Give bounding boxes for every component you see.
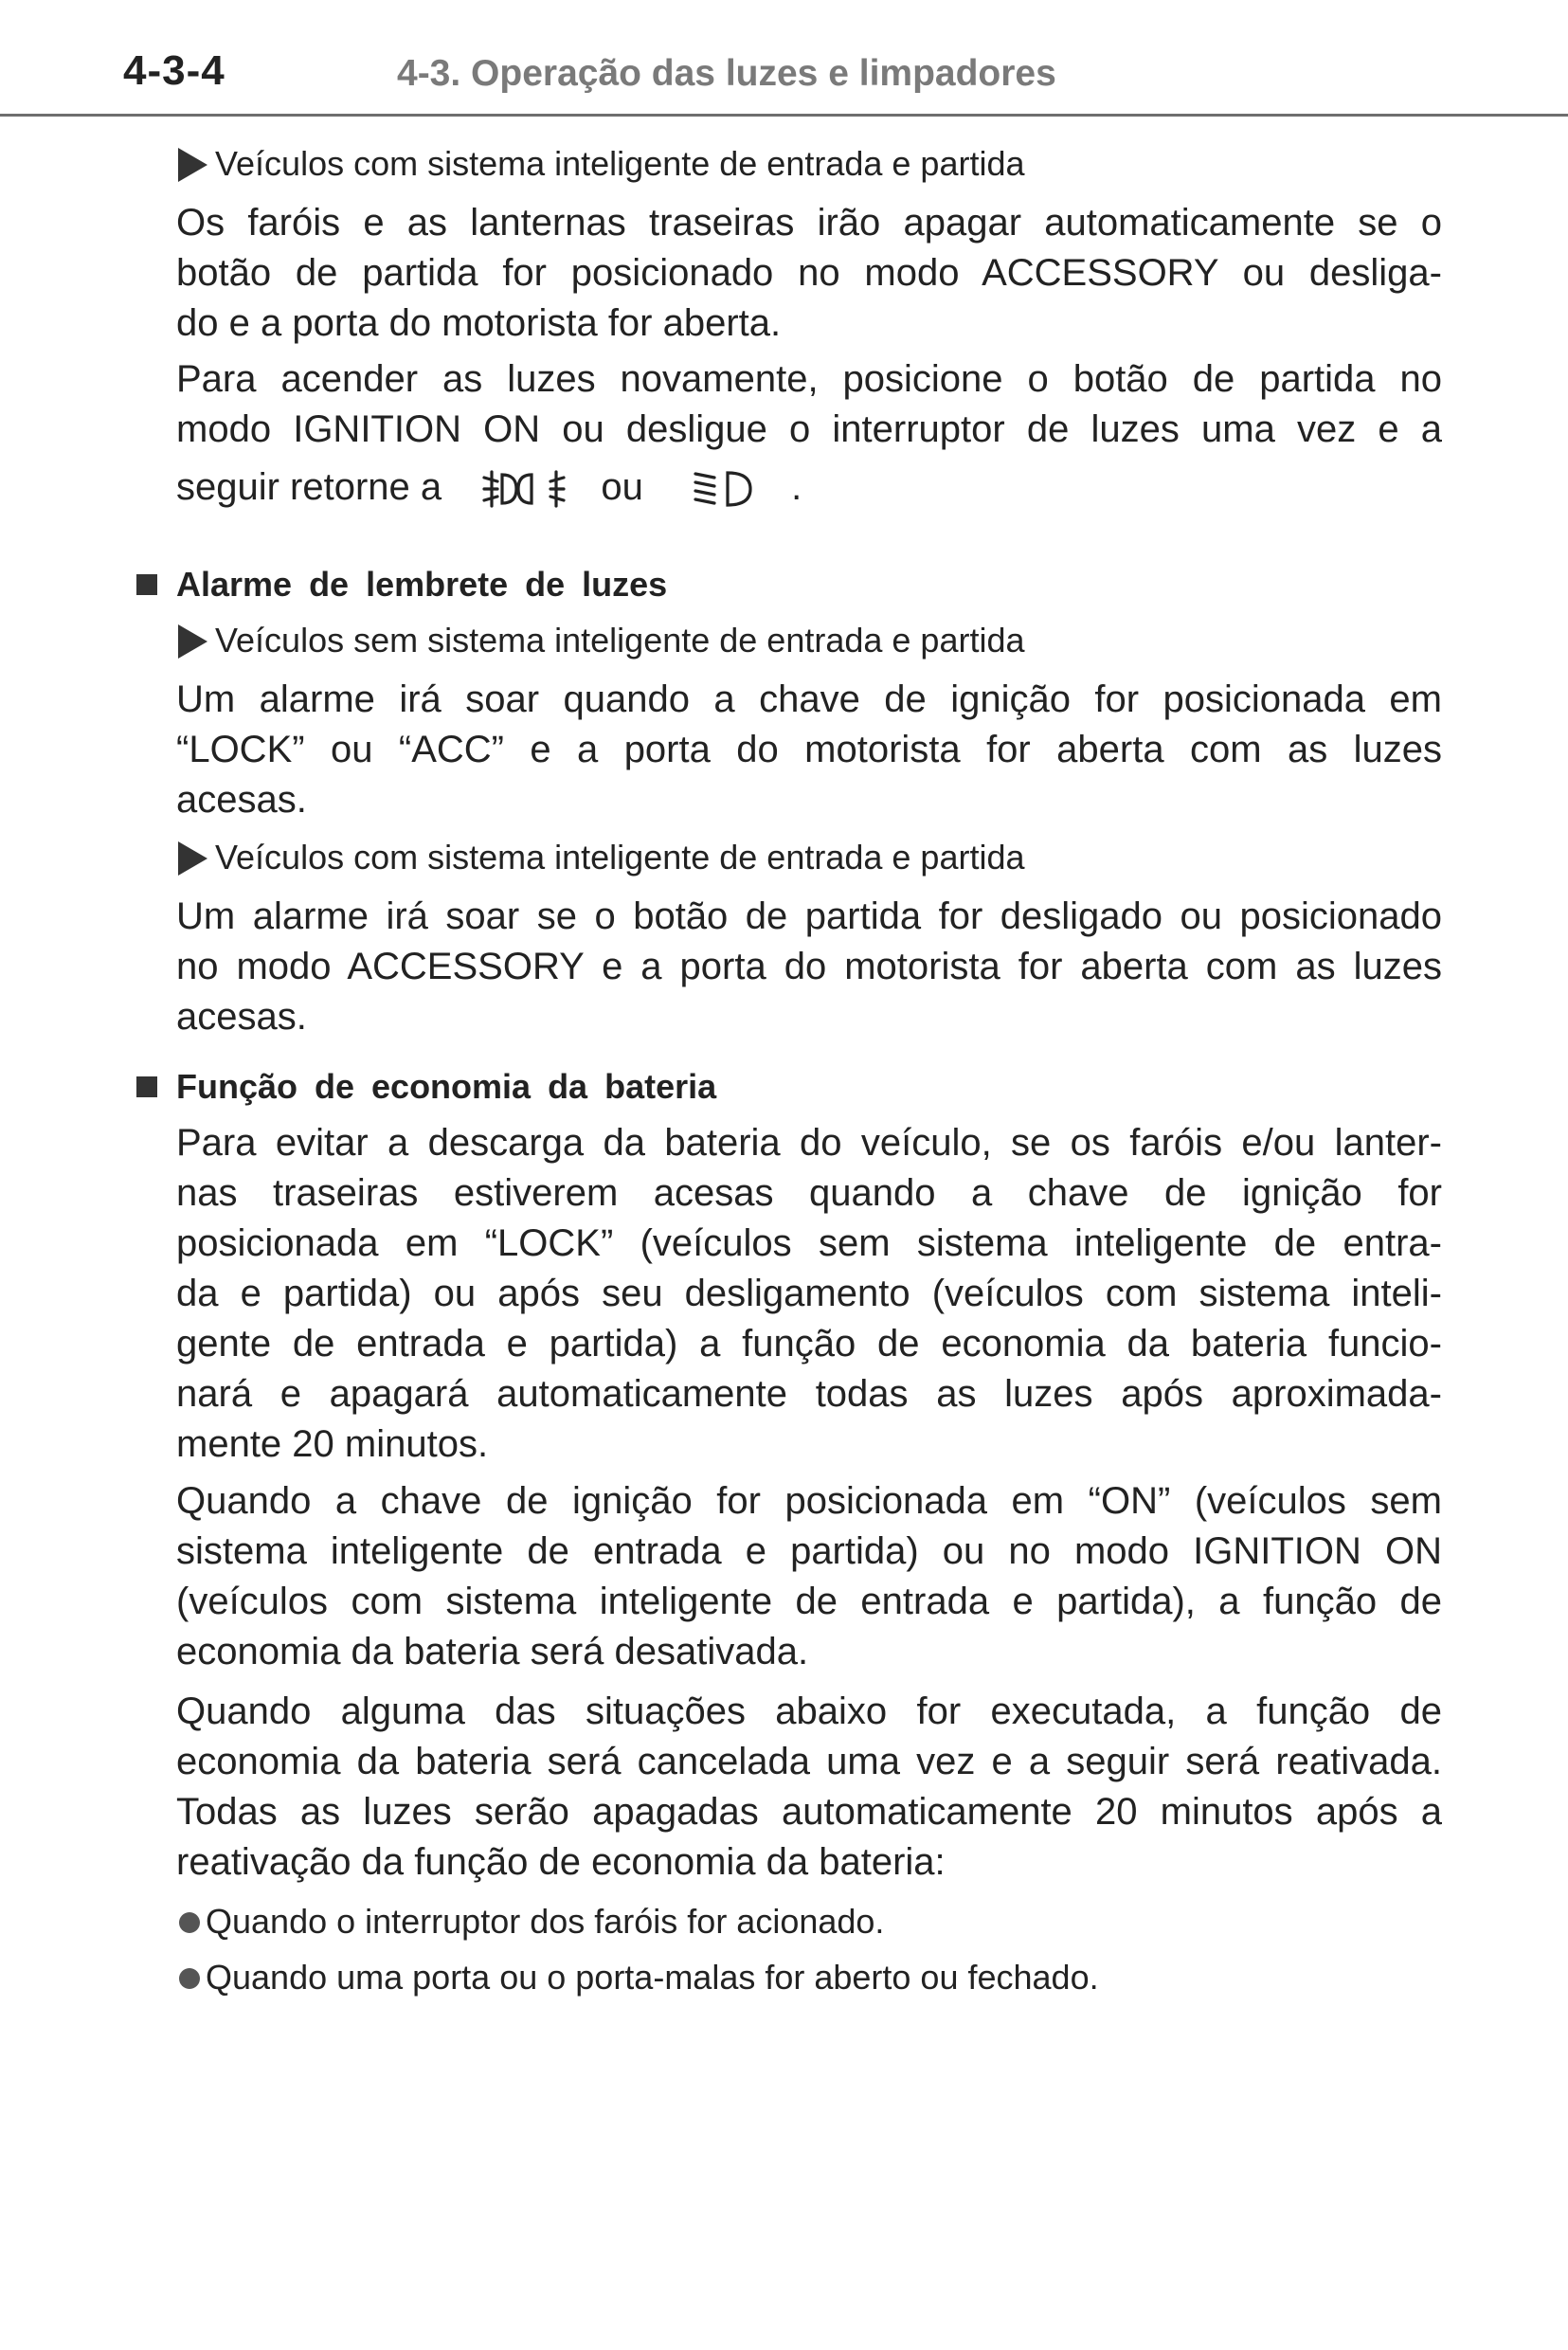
square-bullet-icon — [136, 574, 157, 595]
paragraph-turn-on-again — [176, 354, 1442, 519]
text-line: economia da bateria será desativada. — [176, 1631, 809, 1672]
text-fragment: ou — [601, 466, 643, 508]
text-fragment: seguir retorne a — [176, 466, 442, 508]
paragraph-alarm-key — [176, 675, 1442, 825]
text-line: Um alarme irá soar quando a chave de ignição for posicionada em — [176, 678, 1442, 720]
text-line: da e partida) ou após seu desligamento (veículos com sistema inteli- — [176, 1273, 1442, 1314]
list-item-text: Quando uma porta ou o porta-malas for aberto ou fechado. — [206, 1958, 1099, 1997]
text-line-with-icons — [176, 455, 1442, 519]
subheading-label: Veículos com sistema inteligente de entrada e partida — [215, 838, 1025, 877]
subheading-with-system — [178, 140, 1025, 188]
text-fragment: . — [791, 466, 802, 508]
text-line: posicionada em “LOCK” (veículos sem sistema inteligente de entra- — [176, 1222, 1442, 1264]
text-line: reativação da função de economia da bateria: — [176, 1841, 946, 1883]
text-line: do e a porta do motorista for aberta. — [176, 302, 782, 344]
text-line: Quando a chave de ignição for posicionada em “ON” (veículos sem — [176, 1480, 1442, 1522]
text-line: acesas. — [176, 779, 307, 821]
subheading-label: Veículos sem sistema inteligente de entrada e partida — [215, 621, 1025, 660]
round-bullet-icon — [179, 1968, 200, 1989]
subheading-label: Veículos com sistema inteligente de entrada e partida — [215, 144, 1025, 183]
text-line: Para acender as luzes novamente, posicione o botão de partida no — [176, 358, 1442, 400]
text-line: mente 20 minutos. — [176, 1423, 489, 1465]
text-line: modo IGNITION ON ou desligue o interruptor de luzes uma vez e a — [176, 408, 1442, 450]
round-bullet-icon — [179, 1912, 200, 1933]
text-line: gente de entrada e partida) a função de economia da bateria funcio- — [176, 1323, 1442, 1365]
paragraph-battery-saver-intro — [176, 1118, 1442, 1470]
page-number: 4-3-4 — [123, 47, 225, 94]
triangle-bullet-icon — [178, 148, 207, 182]
text-line: Para evitar a descarga da bateria do veículo, se os faróis e/ou lanter- — [176, 1122, 1442, 1164]
text-line: acesas. — [176, 996, 307, 1038]
text-line: nas traseiras estiverem acesas quando a chave de ignição for — [176, 1172, 1442, 1214]
triangle-bullet-icon — [178, 841, 207, 876]
subheading-without-system — [178, 617, 1025, 664]
text-line: economia da bateria será cancelada uma vez e a seguir será reativada. — [176, 1741, 1442, 1782]
page-header — [0, 0, 1568, 118]
list-item-text: Quando o interruptor dos faróis for acionado. — [206, 1902, 885, 1941]
tail-light-icon — [480, 466, 568, 531]
heading-light-reminder — [136, 561, 667, 608]
text-line: Os faróis e as lanternas traseiras irão apagar automaticamente se o — [176, 202, 1442, 244]
paragraph-battery-saver-reset — [176, 1687, 1442, 1888]
text-line: Todas as luzes serão apagadas automaticamente 20 minutos após a — [176, 1791, 1442, 1833]
text-line: no modo ACCESSORY e a porta do motorista for aberta com as luzes — [176, 946, 1442, 987]
text-line: sistema inteligente de entrada e partida) ou no modo IGNITION ON — [176, 1530, 1442, 1572]
text-line: Quando alguma das situações abaixo for executada, a função de — [176, 1690, 1442, 1732]
heading-text: Função de economia da bateria — [176, 1067, 717, 1106]
paragraph-battery-saver-disabled — [176, 1476, 1442, 1677]
text-line: (veículos com sistema inteligente de entrada e partida), a função de — [176, 1581, 1442, 1622]
square-bullet-icon — [136, 1076, 157, 1097]
header-rule — [0, 114, 1568, 117]
list-item — [179, 1898, 884, 1945]
subheading-with-system — [178, 834, 1025, 881]
text-line: “LOCK” ou “ACC” e a porta do motorista for aberta com as luzes — [176, 729, 1442, 770]
paragraph-auto-off — [176, 198, 1442, 349]
section-title: 4-3. Operação das luzes e limpadores — [397, 53, 1056, 94]
text-line: nará e apagará automaticamente todas as luzes após aproximada- — [176, 1373, 1442, 1415]
triangle-bullet-icon — [178, 624, 207, 659]
paragraph-alarm-button — [176, 892, 1442, 1042]
heading-battery-saver — [136, 1063, 716, 1111]
list-item — [179, 1954, 1099, 2001]
text-line: Um alarme irá soar se o botão de partida for desligado ou posicionado — [176, 895, 1442, 937]
heading-text: Alarme de lembrete de luzes — [176, 565, 668, 604]
text-line: botão de partida for posicionado no modo ACCESSORY ou desliga- — [176, 252, 1442, 294]
headlight-icon — [692, 466, 767, 531]
